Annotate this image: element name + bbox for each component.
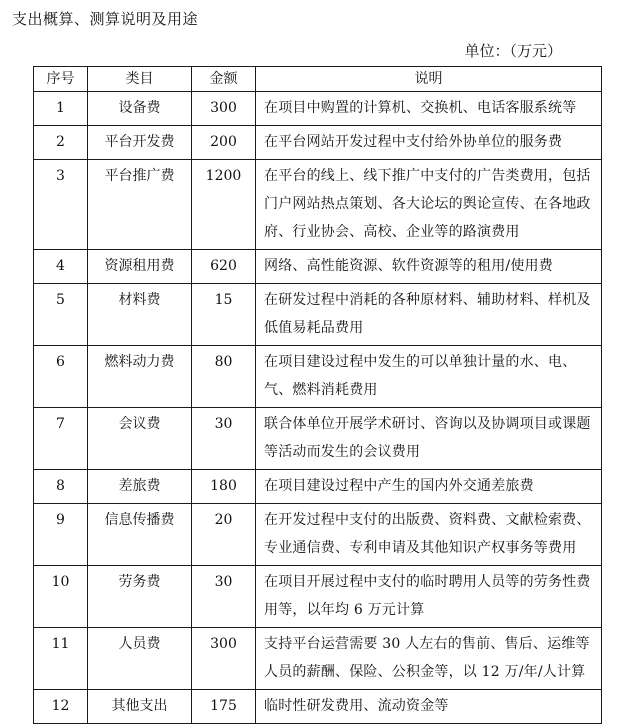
row-number: 1 bbox=[34, 92, 88, 126]
row-amount: 80 bbox=[192, 346, 256, 408]
row-category: 信息传播费 bbox=[88, 504, 192, 566]
table-body bbox=[34, 92, 602, 724]
row-description: 在项目中购置的计算机、交换机、电话客服系统等 bbox=[256, 92, 602, 126]
table-header-row bbox=[34, 67, 602, 92]
row-category: 平台推广费 bbox=[88, 160, 192, 250]
table-row bbox=[34, 346, 602, 408]
row-category: 资源租用费 bbox=[88, 250, 192, 284]
table-row bbox=[34, 566, 602, 628]
row-amount: 30 bbox=[192, 566, 256, 628]
table-row bbox=[34, 250, 602, 284]
row-category: 劳务费 bbox=[88, 566, 192, 628]
table-row bbox=[34, 126, 602, 160]
header-description: 说明 bbox=[256, 67, 602, 92]
row-category: 差旅费 bbox=[88, 470, 192, 504]
budget-table bbox=[33, 66, 602, 724]
row-number: 9 bbox=[34, 504, 88, 566]
row-amount: 1200 bbox=[192, 160, 256, 250]
row-description: 在开发过程中支付的出版费、资料费、文献检索费、专业通信费、专利申请及其他知识产权事务等费用 bbox=[256, 504, 602, 566]
row-description: 在项目建设过程中产生的国内外交通差旅费 bbox=[256, 470, 602, 504]
row-number: 3 bbox=[34, 160, 88, 250]
row-number: 4 bbox=[34, 250, 88, 284]
table-row bbox=[34, 92, 602, 126]
row-number: 5 bbox=[34, 284, 88, 346]
table-row bbox=[34, 690, 602, 724]
row-amount: 30 bbox=[192, 408, 256, 470]
row-number: 7 bbox=[34, 408, 88, 470]
unit-note: 单位：（万元） bbox=[464, 42, 562, 60]
row-amount: 300 bbox=[192, 628, 256, 690]
row-number: 10 bbox=[34, 566, 88, 628]
row-description: 在项目开展过程中支付的临时聘用人员等的劳务性费用等，以年均 6 万元计算 bbox=[256, 566, 602, 628]
row-description: 支持平台运营需要 30 人左右的售前、售后、运维等人员的薪酬、保险、公积金等，以 12 万/年/人计算 bbox=[256, 628, 602, 690]
row-description: 网络、高性能资源、软件资源等的租用/使用费 bbox=[256, 250, 602, 284]
table-row bbox=[34, 160, 602, 250]
row-category: 设备费 bbox=[88, 92, 192, 126]
row-category: 其他支出 bbox=[88, 690, 192, 724]
row-description: 在平台网站开发过程中支付给外协单位的服务费 bbox=[256, 126, 602, 160]
row-category: 会议费 bbox=[88, 408, 192, 470]
row-description: 在项目建设过程中发生的可以单独计量的水、电、气、燃料消耗费用 bbox=[256, 346, 602, 408]
row-number: 12 bbox=[34, 690, 88, 724]
row-amount: 15 bbox=[192, 284, 256, 346]
header-amount: 金额 bbox=[192, 67, 256, 92]
row-category: 燃料动力费 bbox=[88, 346, 192, 408]
row-amount: 620 bbox=[192, 250, 256, 284]
table-row bbox=[34, 408, 602, 470]
table-row bbox=[34, 470, 602, 504]
header-no: 序号 bbox=[34, 67, 88, 92]
row-description: 在研发过程中消耗的各种原材料、辅助材料、样机及低值易耗品费用 bbox=[256, 284, 602, 346]
row-description: 联合体单位开展学术研讨、咨询以及协调项目或课题等活动而发生的会议费用 bbox=[256, 408, 602, 470]
row-description: 在平台的线上、线下推广中支付的广告类费用，包括门户网站热点策划、各大论坛的舆论宣传、在各地政府、行业协会、高校、企业等的路演费用 bbox=[256, 160, 602, 250]
row-amount: 175 bbox=[192, 690, 256, 724]
table-row bbox=[34, 504, 602, 566]
row-amount: 300 bbox=[192, 92, 256, 126]
row-category: 人员费 bbox=[88, 628, 192, 690]
row-number: 6 bbox=[34, 346, 88, 408]
header-category: 类目 bbox=[88, 67, 192, 92]
row-amount: 20 bbox=[192, 504, 256, 566]
row-number: 11 bbox=[34, 628, 88, 690]
row-amount: 200 bbox=[192, 126, 256, 160]
row-amount: 180 bbox=[192, 470, 256, 504]
row-category: 材料费 bbox=[88, 284, 192, 346]
row-number: 2 bbox=[34, 126, 88, 160]
document-title: 支出概算、测算说明及用途 bbox=[12, 10, 199, 28]
row-category: 平台开发费 bbox=[88, 126, 192, 160]
row-number: 8 bbox=[34, 470, 88, 504]
row-description: 临时性研发费用、流动资金等 bbox=[256, 690, 602, 724]
table-row bbox=[34, 284, 602, 346]
table-row bbox=[34, 628, 602, 690]
